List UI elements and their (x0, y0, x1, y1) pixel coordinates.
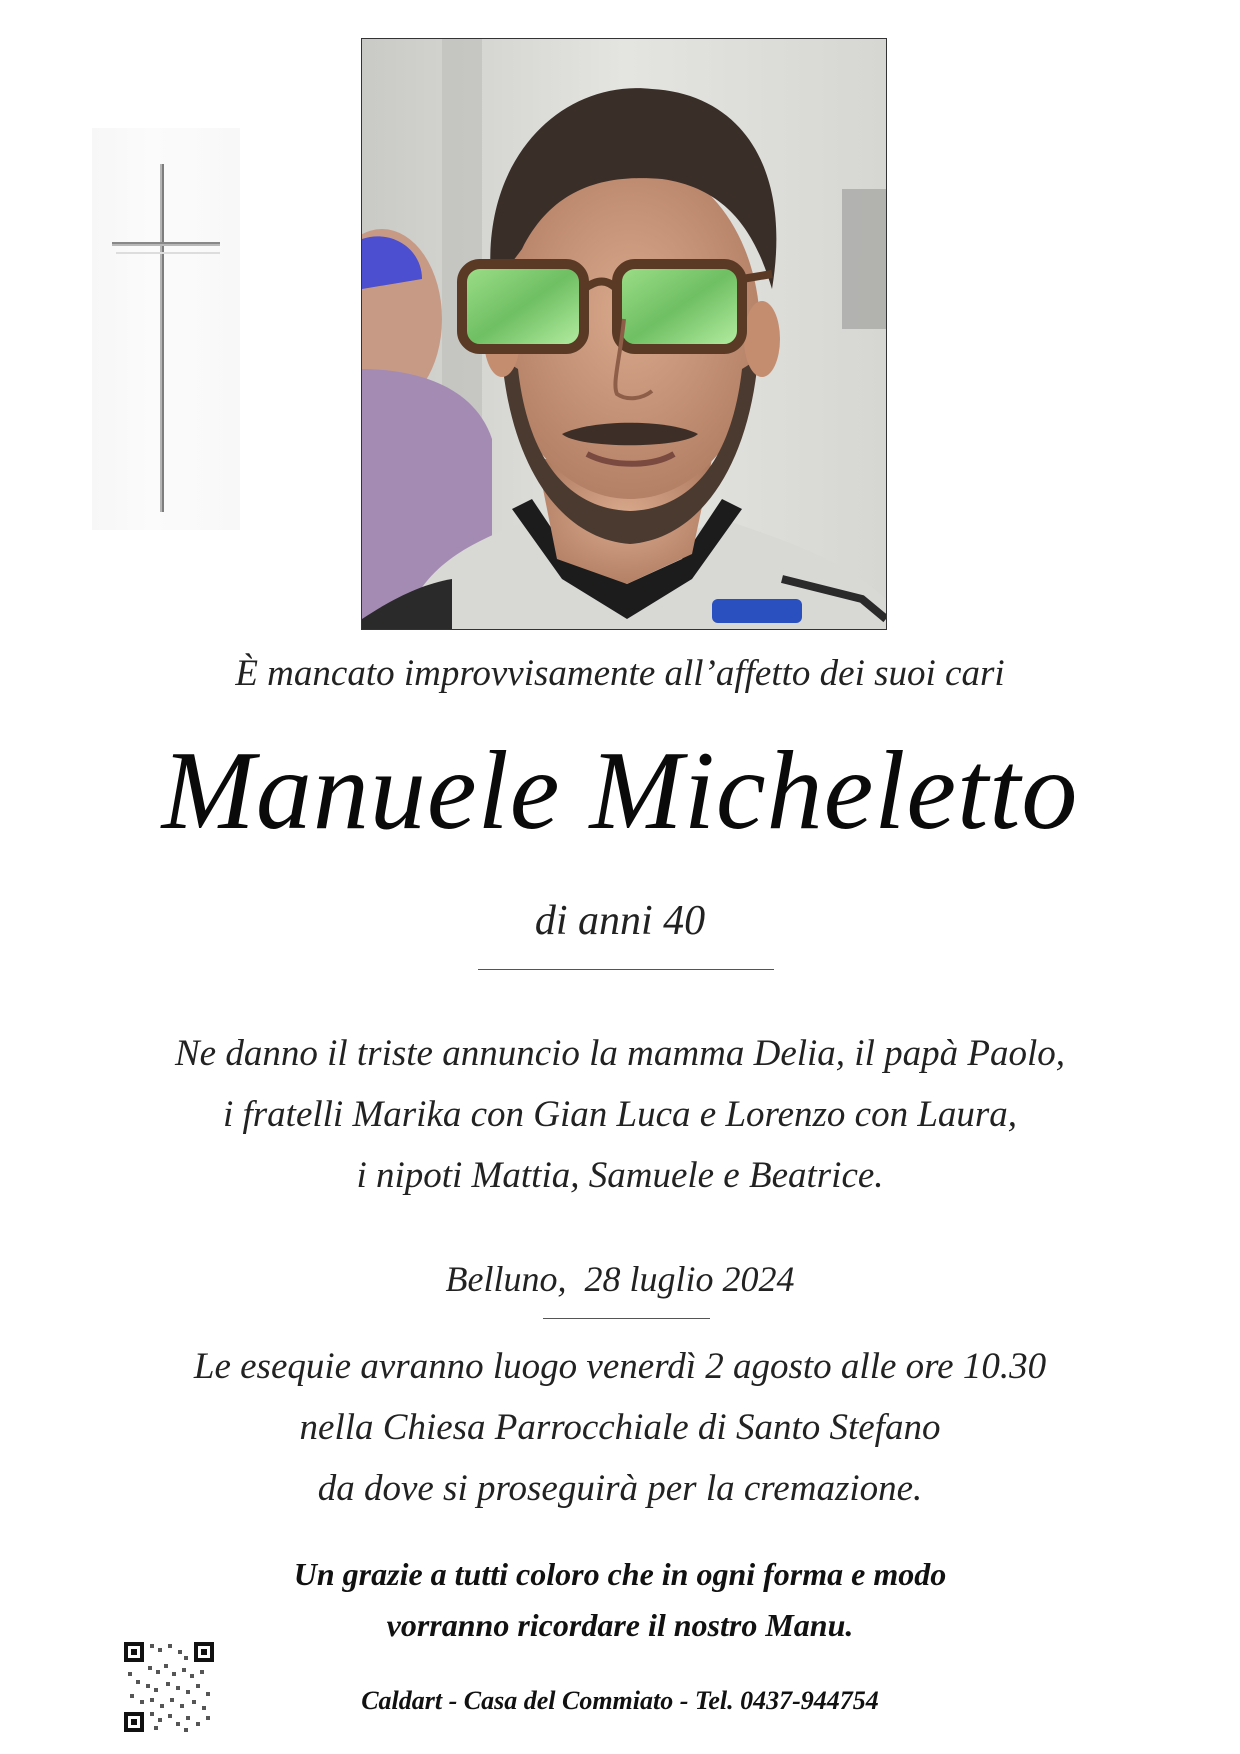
announcement-line: Ne danno il triste annuncio la mamma Delia, il papà Paolo, (174, 1033, 1065, 1074)
divider (478, 969, 774, 970)
portrait-photo (361, 38, 887, 630)
announcement-line: i nipoti Mattia, Samuele e Beatrice. (356, 1155, 884, 1196)
place-date (0, 1258, 1240, 1300)
deceased-name: Manuele Micheletto (161, 729, 1079, 853)
funeral-line: da dove si proseguirà per la cremazione. (317, 1468, 923, 1509)
date-text: 28 luglio 2024 (584, 1259, 795, 1299)
cross-panel (92, 128, 240, 530)
intro-text: È mancato improvvisamente all’affetto dei suoi cari (235, 653, 1005, 694)
cross-icon (92, 128, 240, 530)
age-text: di anni 40 (534, 898, 706, 944)
funeral-line: nella Chiesa Parrocchiale di Santo Stefano (299, 1407, 941, 1448)
divider (543, 1318, 710, 1319)
thanks-line: Un grazie a tutti coloro che in ogni forma e modo (293, 1556, 947, 1592)
thanks-line: vorranno ricordare il nostro Manu. (386, 1607, 854, 1643)
funeral-line: Le esequie avranno luogo venerdì 2 agosto alle ore 10.30 (193, 1346, 1047, 1387)
footer-contact: Caldart - Casa del Commiato - Tel. 0437-944754 (361, 1686, 879, 1715)
announcement-line: i fratelli Marika con Gian Luca e Lorenzo con Laura, (222, 1094, 1018, 1135)
place-text: Belluno, (445, 1259, 567, 1299)
